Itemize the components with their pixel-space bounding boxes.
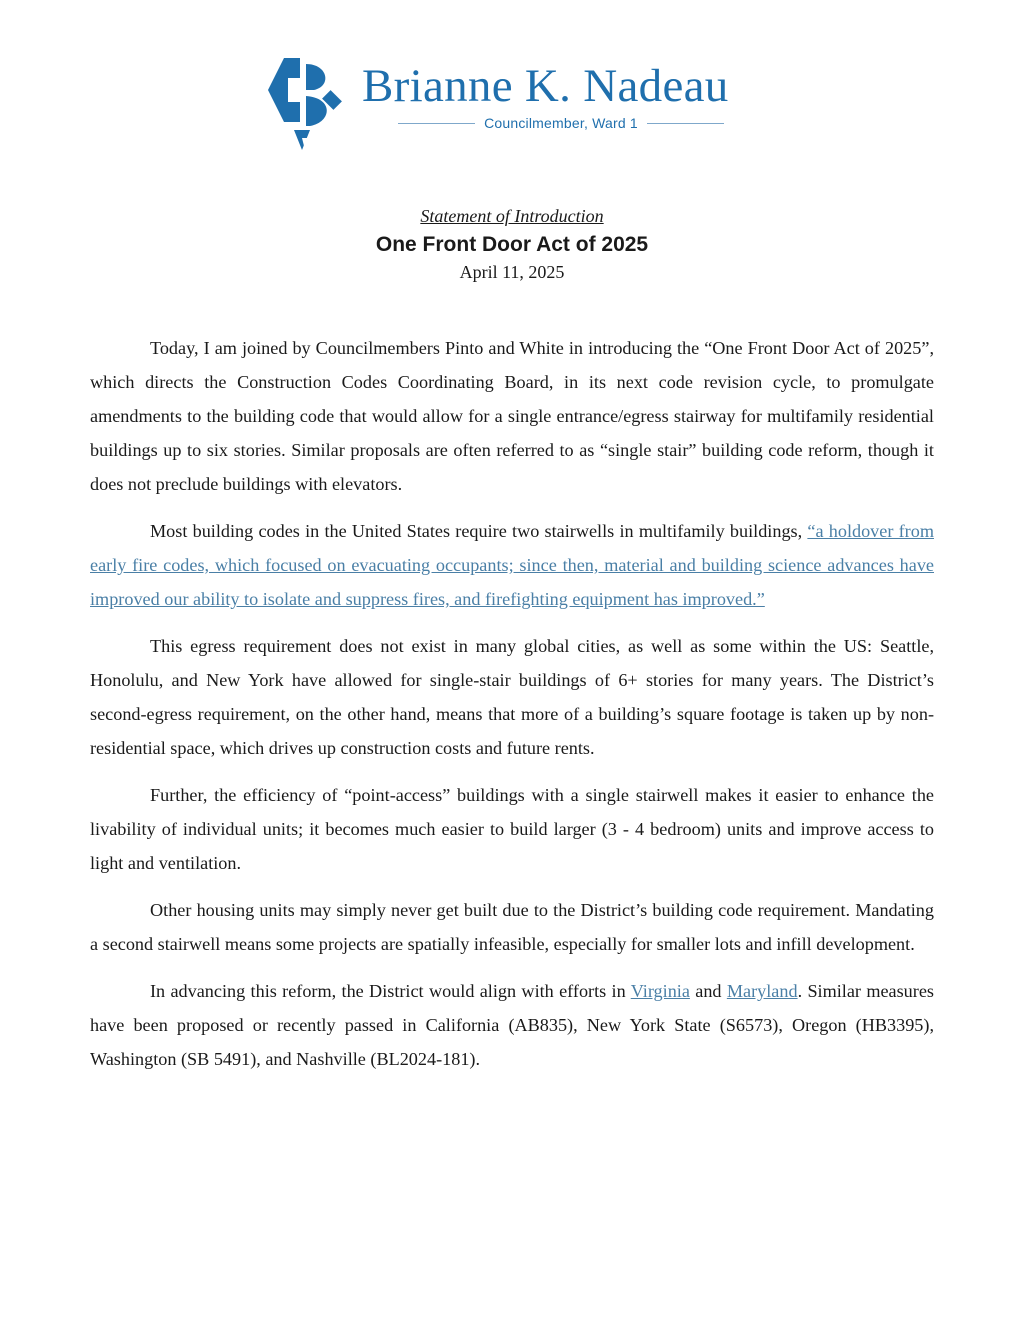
paragraph-4: Further, the efficiency of “point-access” buildings with a single stairwell makes it easier to enhance the livability of individual units; it becomes much easier to build larger (3 - 4 bedroom) units and improve access to light and ventilation. — [90, 785, 934, 873]
councilmember-subtitle: Councilmember, Ward 1 — [484, 115, 638, 131]
statement-body — [90, 331, 934, 1089]
subtitle-row — [398, 113, 724, 133]
paragraph-6-text-b: and — [689, 981, 727, 1001]
paragraph-3: This egress requirement does not exist in many global cities, as well as some within the US: Seattle, Honolulu, and New York have allowed for single-stair buildings of 6+ stories for many years. The District’s second-egress requirement, on the other hand, means that more of a building’s square footage is taken up by non-residential space, which drives up construction costs and future rents. — [90, 636, 934, 758]
paragraph-2 — [90, 514, 934, 616]
paragraph-1: Today, I am joined by Councilmembers Pinto and White in introducing the “One Front Door Act of 2025”, which directs the Construction Codes Coordinating Board, in its next code revision cycle, to promulgate amendments to the building code that would allow for a single entrance/egress stairway for multifamily residential buildings up to six stories. Similar proposals are often referred to as “single stair” building code reform, though it does not preclude buildings with elevators. — [90, 338, 934, 494]
paragraph-5: Other housing units may simply never get built due to the District’s building code requirement. Mandating a second stairwell means some projects are spatially infeasible, especially for smaller lots and infill development. — [90, 900, 934, 954]
letterhead — [266, 56, 766, 156]
subtitle-rule-left — [398, 123, 475, 124]
paragraph-2-text: Most building codes in the United States require two stairwells in multifamily buildings, — [150, 521, 808, 541]
councilmember-name: Brianne K. Nadeau — [362, 60, 729, 112]
dc-map-b-logo-icon — [266, 56, 346, 152]
virginia-link[interactable]: Virginia — [630, 981, 690, 1001]
paragraph-6-text-c: . Similar measures have been proposed or recently passed in California (AB835), New York State (S6573), Oregon (HB3395), Washington (SB 5491), and Nashville (BL2024-181). — [90, 981, 934, 1069]
statement-heading — [0, 204, 1024, 284]
fire-code-quote-link[interactable]: “a holdover from early fire codes, which focused on evacuating occupants; since then, material and building science advances have improved our ability to isolate and suppress fires, and firefighting equipment has improved.” — [90, 521, 934, 609]
statement-label: Statement of Introduction — [420, 206, 604, 226]
statement-date: April 11, 2025 — [459, 262, 565, 282]
maryland-link[interactable]: Maryland — [726, 981, 798, 1001]
subtitle-rule-right — [647, 123, 724, 124]
paragraph-6-text-a: In advancing this reform, the District would align with efforts in — [150, 981, 631, 1001]
paragraph-6 — [90, 974, 934, 1076]
act-title: One Front Door Act of 2025 — [375, 233, 649, 256]
